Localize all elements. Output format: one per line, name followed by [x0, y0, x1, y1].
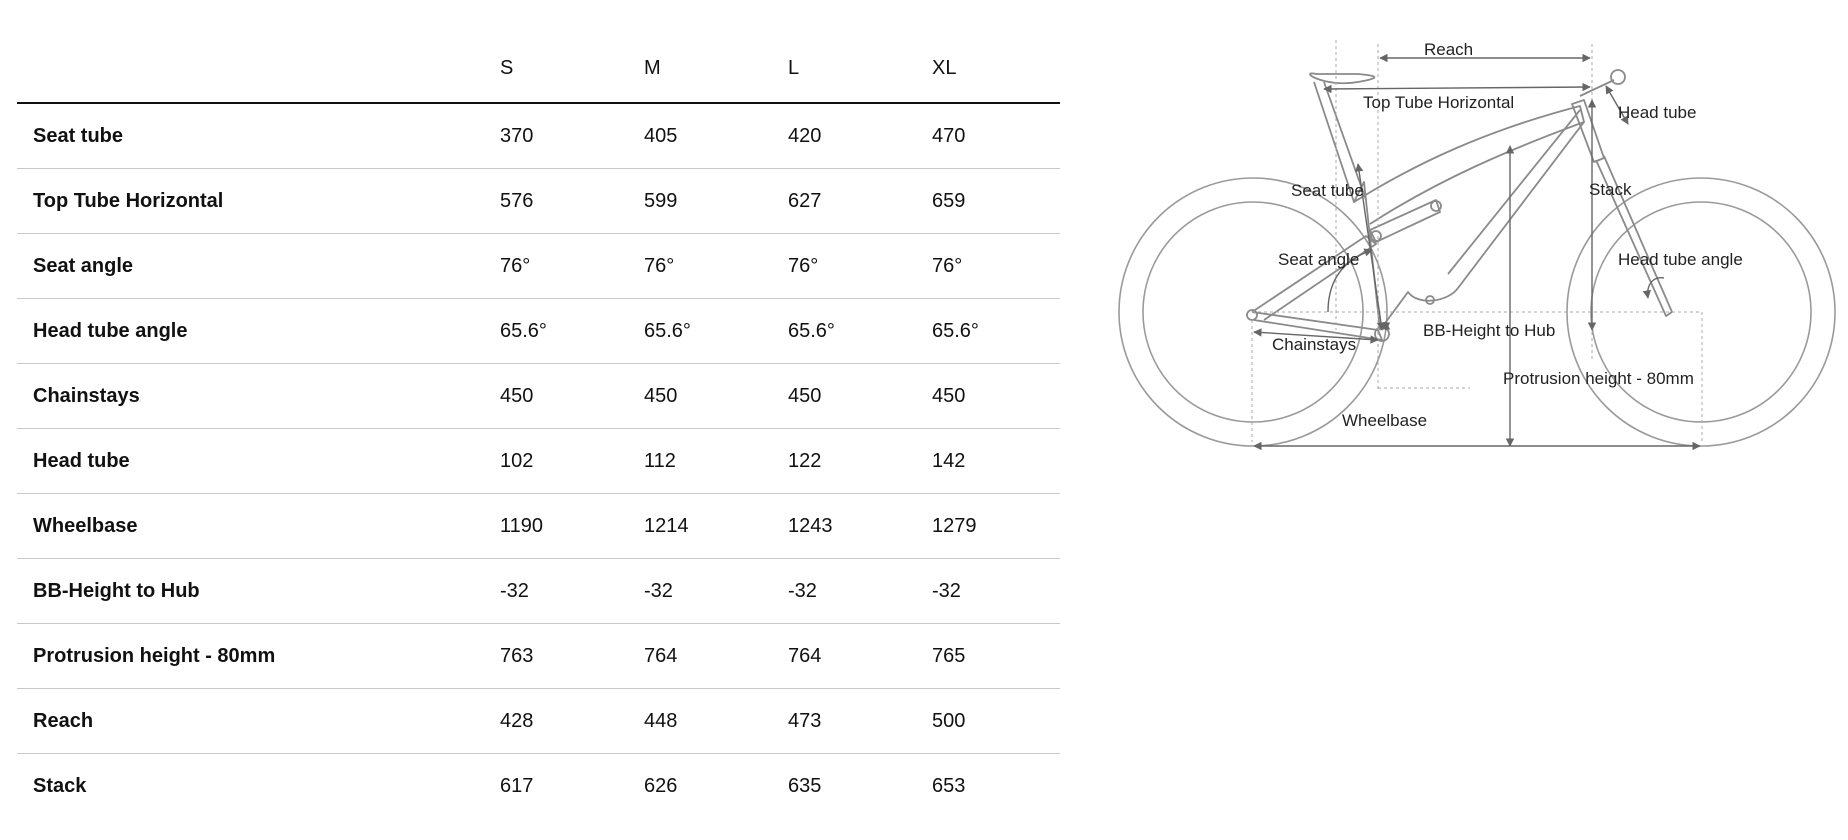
size-value-cell: 76° — [932, 234, 1060, 299]
size-value-cell: 65.6° — [644, 299, 788, 364]
label-head-tube-angle: Head tube angle — [1618, 250, 1743, 269]
size-value-cell: 1190 — [500, 494, 644, 559]
row-label: Head tube — [17, 429, 500, 494]
table-row — [17, 754, 1060, 819]
size-value-cell: 420 — [788, 103, 932, 169]
size-value-cell: 122 — [788, 429, 932, 494]
size-value-cell: 627 — [788, 169, 932, 234]
header-empty-cell — [17, 34, 500, 103]
size-value-cell: 76° — [644, 234, 788, 299]
table-row — [17, 299, 1060, 364]
label-seat-angle: Seat angle — [1278, 250, 1360, 269]
table-row — [17, 494, 1060, 559]
row-label: Top Tube Horizontal — [17, 169, 500, 234]
label-stack: Stack — [1589, 180, 1632, 199]
label-top-tube-horizontal: Top Tube Horizontal — [1363, 93, 1515, 112]
size-value-cell: -32 — [788, 559, 932, 624]
row-label: Chainstays — [17, 364, 500, 429]
size-value-cell: 473 — [788, 689, 932, 754]
size-value-cell: 76° — [500, 234, 644, 299]
size-value-cell: 1279 — [932, 494, 1060, 559]
table-row — [17, 234, 1060, 299]
size-value-cell: 448 — [644, 689, 788, 754]
size-value-cell: 764 — [644, 624, 788, 689]
size-value-cell: 635 — [788, 774, 822, 797]
size-value-cell: 405 — [644, 103, 788, 169]
size-value-cell: 370 — [500, 103, 644, 169]
size-value-cell: -32 — [644, 559, 788, 624]
size-value-cell: -32 — [932, 559, 1060, 624]
label-chainstays: Chainstays — [1272, 335, 1357, 354]
size-value-cell: 1243 — [788, 494, 932, 559]
table-row — [17, 559, 1060, 624]
label-wheelbase: Wheelbase — [1342, 411, 1428, 430]
row-label: Reach — [17, 689, 500, 754]
size-value-cell: 112 — [644, 429, 788, 494]
row-label: Stack — [33, 774, 87, 797]
size-value-cell: 617 — [500, 774, 534, 797]
column-header-size: XL — [932, 34, 1060, 103]
size-value-cell: 450 — [932, 364, 1060, 429]
row-label: Head tube angle — [17, 299, 500, 364]
row-label: Wheelbase — [17, 494, 500, 559]
label-seat-tube: Seat tube — [1291, 181, 1364, 200]
size-value-cell: 765 — [932, 624, 1060, 689]
size-value-cell: 659 — [932, 169, 1060, 234]
bike-geometry-diagram — [1118, 30, 1848, 470]
table-row — [17, 624, 1060, 689]
row-label: Protrusion height - 80mm — [17, 624, 500, 689]
column-header-size: L — [788, 34, 932, 103]
row-label: Seat angle — [17, 234, 500, 299]
size-value-cell: 576 — [500, 169, 644, 234]
bike-geometry-svg — [1118, 30, 1848, 470]
size-value-cell: 142 — [932, 429, 1060, 494]
row-label: BB-Height to Hub — [17, 559, 500, 624]
size-value-cell: 653 — [932, 774, 966, 797]
size-value-cell: 450 — [788, 364, 932, 429]
size-value-cell: 764 — [788, 624, 932, 689]
size-value-cell: -32 — [500, 559, 644, 624]
label-bb-height-to-hub: BB-Height to Hub — [1423, 321, 1556, 340]
dimension-labels — [1272, 40, 1743, 430]
row-label: Seat tube — [17, 103, 500, 169]
table-row — [17, 429, 1060, 494]
label-reach: Reach — [1424, 40, 1474, 59]
label-protrusion-height: Protrusion height - 80mm — [1503, 369, 1694, 388]
table-row — [17, 169, 1060, 234]
size-value-cell: 470 — [932, 103, 1060, 169]
size-value-cell: 65.6° — [788, 299, 932, 364]
table-row — [17, 103, 1060, 169]
size-value-cell: 599 — [644, 169, 788, 234]
size-value-cell: 1214 — [644, 494, 788, 559]
size-value-cell: 450 — [644, 364, 788, 429]
table-body — [17, 103, 1060, 818]
label-head-tube: Head tube — [1618, 103, 1697, 122]
column-header-size: M — [644, 34, 788, 103]
table-row — [17, 364, 1060, 429]
table-header-row — [17, 34, 1060, 103]
size-value-cell: 626 — [644, 774, 678, 797]
size-value-cell: 65.6° — [500, 299, 644, 364]
size-value-cell: 500 — [932, 689, 1060, 754]
size-value-cell: 76° — [788, 234, 932, 299]
size-value-cell: 65.6° — [932, 299, 1060, 364]
size-value-cell: 450 — [500, 364, 644, 429]
column-header-size: S — [500, 34, 644, 103]
geometry-table — [17, 34, 1060, 818]
size-value-cell: 428 — [500, 689, 644, 754]
table-row — [17, 689, 1060, 754]
size-value-cell: 102 — [500, 429, 644, 494]
size-value-cell: 763 — [500, 624, 644, 689]
